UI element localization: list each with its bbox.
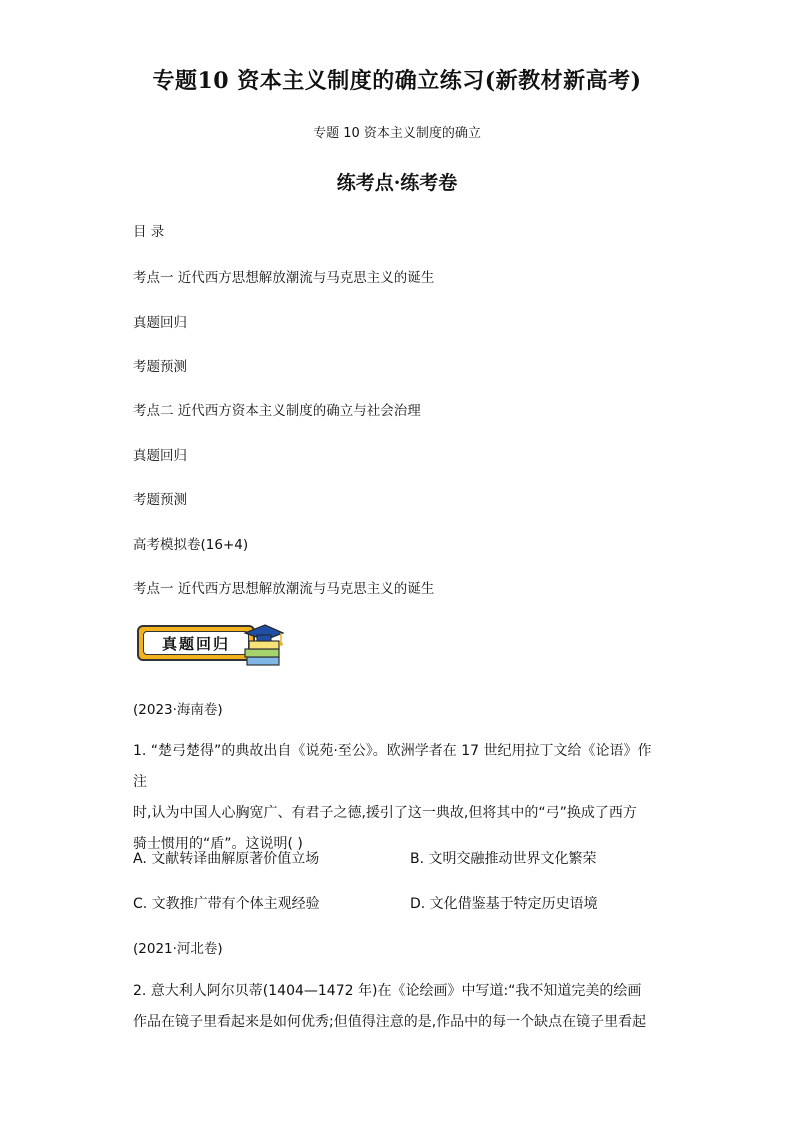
question-line: 骑士惯用的“盾”。这说明( ) [133, 836, 303, 852]
option-c[interactable]: C. 文教推广带有个体主观经验 [133, 896, 320, 912]
question-line: 2. 意大利人阿尔贝蒂(1404—1472 年)在《论绘画》中写道:“我不知道完美的绘画 [133, 983, 642, 999]
question-source: (2023·海南卷) [133, 702, 223, 718]
option-a[interactable]: A. 文献转译曲解原著价值立场 [133, 851, 320, 867]
graduation-books-icon [241, 623, 285, 671]
badge-label: 真题回归 [143, 631, 249, 655]
section-title: 考点一 近代西方思想解放潮流与马克思主义的诞生 [133, 581, 435, 597]
zhenti-huigui-badge [137, 623, 282, 673]
question-2-stem [133, 976, 663, 1038]
question-line: 作品在镜子里看起来是如何优秀;但值得注意的是,作品中的每一个缺点在镜子里看起 [133, 1014, 647, 1030]
toc-item[interactable]: 考题预测 [133, 492, 187, 508]
toc-item[interactable]: 考题预测 [133, 359, 187, 375]
document-title: 专题10 资本主义制度的确立练习(新教材新高考) [152, 68, 642, 94]
option-d[interactable]: D. 文化借鉴基于特定历史语境 [410, 896, 598, 912]
section-heading: 练考点·练考卷 [336, 172, 458, 194]
question-1-stem [133, 736, 663, 860]
question-line: 时,认为中国人心胸宽广、有君子之德,援引了这一典故,但将其中的“弓”换成了西方 [133, 805, 637, 821]
toc-item[interactable]: 真题回归 [133, 448, 187, 464]
toc-item[interactable]: 高考模拟卷(16+4) [133, 537, 249, 553]
toc-item[interactable]: 真题回归 [133, 315, 187, 331]
question-source: (2021·河北卷) [133, 941, 223, 957]
document-subtitle: 专题 10 资本主义制度的确立 [313, 126, 481, 141]
toc-item[interactable]: 考点一 近代西方思想解放潮流与马克思主义的诞生 [133, 270, 435, 286]
question-line: 1. “楚弓楚得”的典故出自《说苑·至公》。欧洲学者在 17 世纪用拉丁文给《论语》作注 [133, 743, 652, 790]
option-b[interactable]: B. 文明交融推动世界文化繁荣 [410, 851, 597, 867]
toc-label: 目 录 [133, 224, 165, 240]
toc-item[interactable]: 考点二 近代西方资本主义制度的确立与社会治理 [133, 403, 421, 419]
